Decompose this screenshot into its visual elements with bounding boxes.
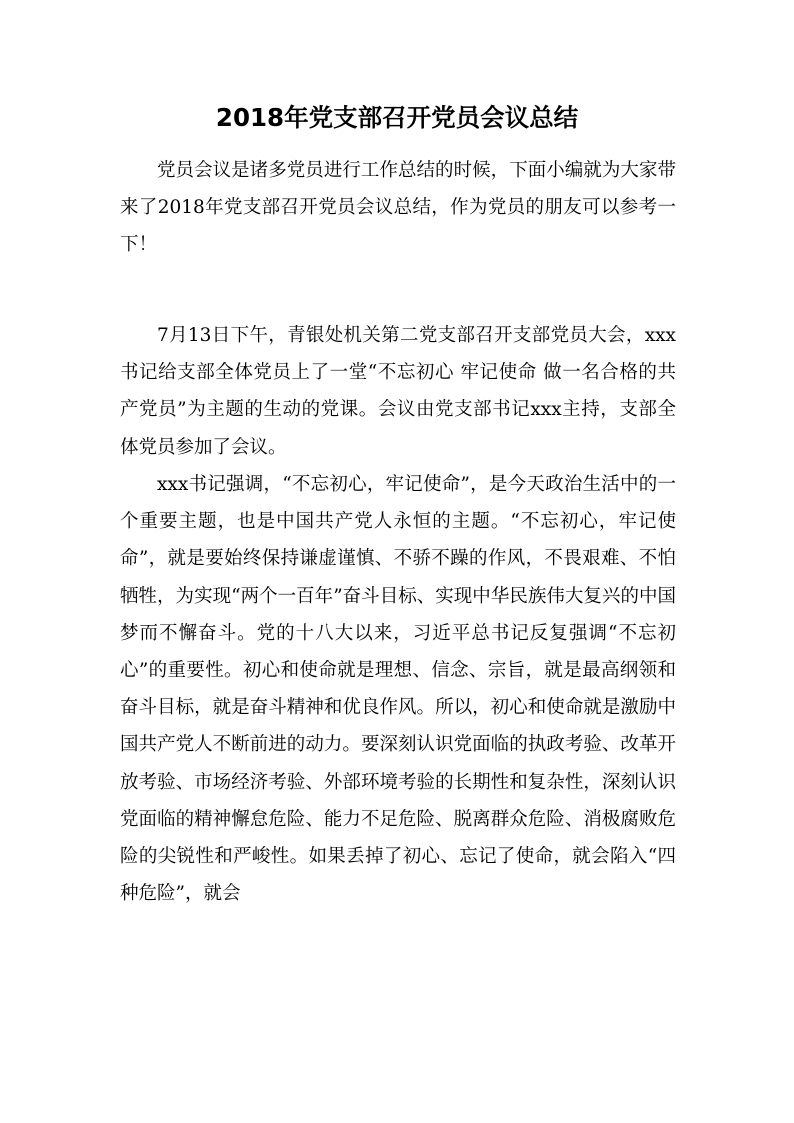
document-title: 2018年党支部召开党员会议总结 [215, 103, 579, 132]
intro-paragraph: 党员会议是诸多党员进行工作总结的时候，下面小编就为大家带来了2018年党支部召开党员会议总结，作为党员的朋友可以参考一下！ [120, 160, 676, 256]
speech-paragraph: xxx书记强调，“不忘初心，牢记使命”，是今天政治生活中的一个重要主题，也是中国共产党人永恒的主题。“不忘初心，牢记使命”，就是要始终保持谦虚谨慎、不骄不躁的作风，不畏艰难、不怕牺牲，为实现“两个一百年”奋斗目标、实现中华民族伟大复兴的中国梦而不懈奋斗。党的十八大以来，习近平总书记反复强调“不忘初心”的重要性。初心和使命就是理想、信念、宗旨，就是最高纲领和奋斗目标，就是奋斗精神和优良作风。所以，初心和使命就是激励中国共产党人不断前进的动力。要深刻认识党面临的执政考验、改革开放考验、市场经济考验、外部环境考验的长期性和复杂性，深刻认识党面临的精神懈怠危险、能力不足危险、脱离群众危险、消极腐败危险的尖锐性和严峻性。如果丢掉了初心、忘记了使命，就会陷入“四种危险”，就会 [120, 474, 676, 905]
meeting-paragraph: 7月13日下午，青银处机关第二党支部召开支部党员大会，xxx书记给支部全体党员上了一堂“不忘初心 牢记使命 做一名合格的共产党员”为主题的生动的党课。会议由党支部书记xxx主持，支部全体党员参加了会议。 [120, 325, 676, 458]
